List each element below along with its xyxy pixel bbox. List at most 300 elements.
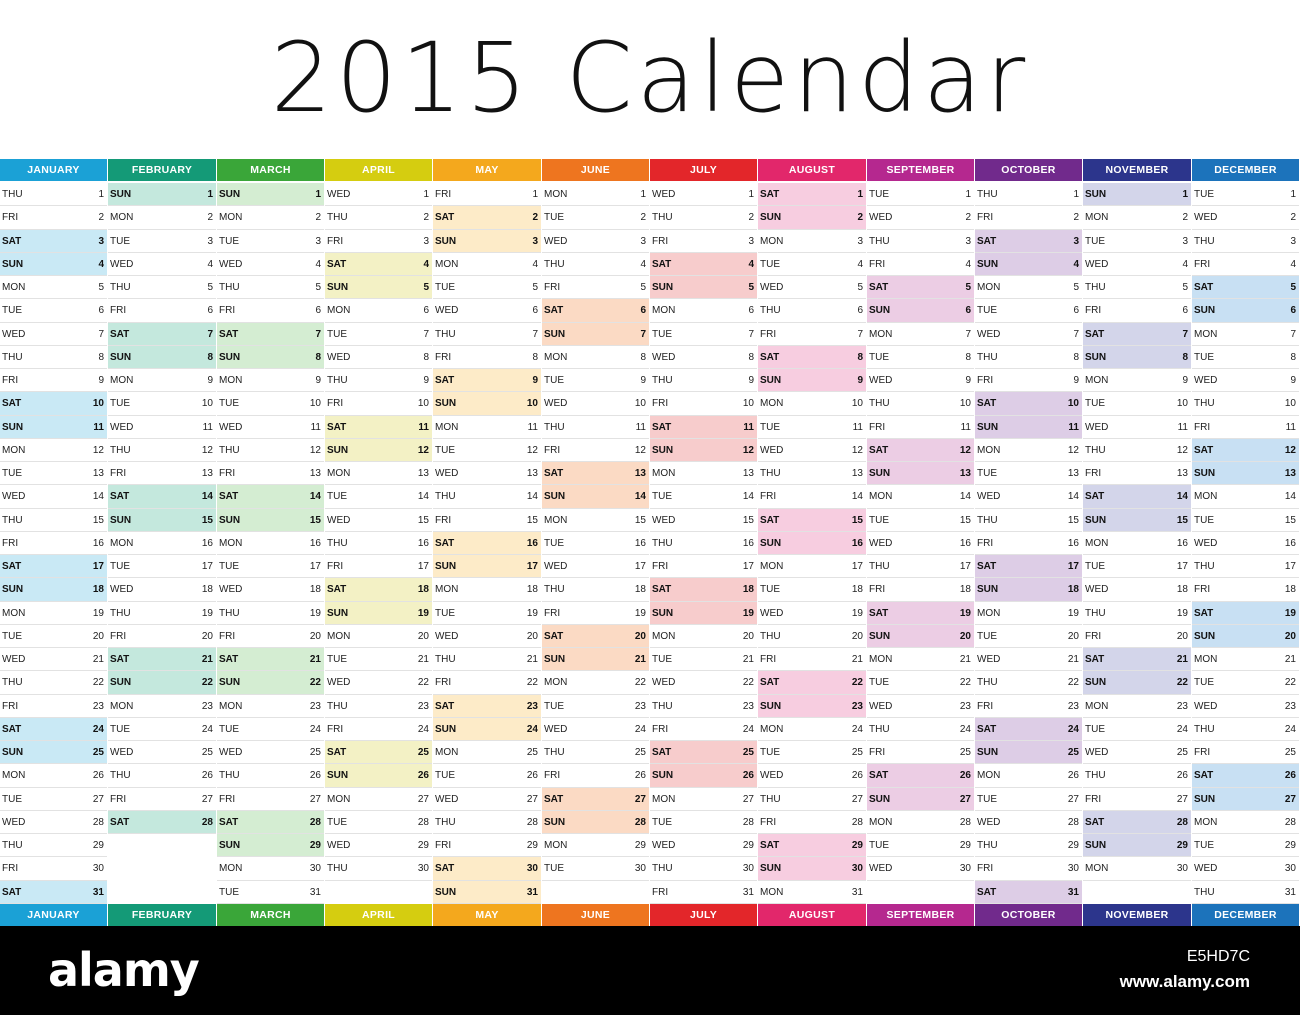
day-number: 6: [965, 305, 971, 317]
weekday-label: THU: [760, 793, 781, 805]
day-number: 6: [857, 305, 863, 317]
day-cell: [975, 253, 1082, 276]
day-number: 1: [965, 189, 971, 200]
day-number: 23: [92, 700, 104, 712]
weekday-label: FRI: [327, 398, 344, 410]
day-cell: [108, 485, 216, 508]
day-number: 17: [309, 561, 321, 572]
day-number: 25: [959, 747, 971, 758]
day-cell: [217, 788, 324, 811]
weekday-label: SUN: [869, 305, 891, 317]
day-number: 24: [742, 723, 754, 735]
day-cell: [325, 439, 432, 462]
day-cell: [650, 323, 757, 346]
day-cell: [758, 230, 866, 253]
day-cell: [217, 625, 324, 648]
day-cell: [867, 555, 974, 578]
day-cell: [108, 369, 216, 392]
day-cell: [758, 834, 866, 857]
day-number: 24: [634, 723, 646, 735]
day-cell: [1192, 416, 1299, 439]
day-number: 5: [640, 282, 646, 293]
day-cell: [1083, 555, 1191, 578]
day-number: 4: [1073, 258, 1079, 270]
day-number: 21: [417, 654, 429, 665]
weekday-label: SUN: [977, 421, 999, 433]
day-cell: [325, 276, 432, 299]
day-cell: [650, 346, 757, 369]
weekday-label: MON: [435, 421, 459, 433]
weekday-label: THU: [977, 677, 998, 689]
day-cell: [542, 578, 649, 601]
weekday-label: FRI: [760, 491, 777, 503]
day-cell: [975, 299, 1082, 322]
calendar-grid: [0, 159, 1300, 926]
weekday-label: THU: [652, 375, 673, 386]
day-number: 28: [851, 816, 863, 828]
weekday-label: THU: [652, 537, 673, 549]
weekday-label: SAT: [219, 816, 239, 828]
weekday-label: WED: [652, 514, 676, 526]
weekday-label: FRI: [435, 677, 452, 689]
day-cell: [325, 485, 432, 508]
day-cell: [542, 346, 649, 369]
day-cell: [867, 369, 974, 392]
month-header-august-top: AUGUST: [758, 159, 866, 181]
weekday-label: MON: [1194, 328, 1218, 340]
day-cell: [108, 578, 216, 601]
weekday-label: MON: [1085, 212, 1109, 224]
weekday-label: TUE: [435, 770, 455, 782]
weekday-label: SUN: [652, 282, 674, 293]
day-number: 10: [1067, 398, 1079, 410]
day-number: 1: [98, 189, 104, 200]
month-header-may-bottom: MAY: [433, 904, 541, 926]
weekday-label: WED: [219, 258, 243, 270]
day-cell: [1192, 439, 1299, 462]
weekday-label: SUN: [110, 351, 132, 363]
day-cell: [975, 230, 1082, 253]
day-number: 13: [742, 468, 754, 479]
day-number: 20: [1176, 630, 1188, 642]
weekday-label: SAT: [1194, 607, 1214, 619]
day-number: 24: [851, 723, 863, 735]
day-number: 22: [742, 677, 754, 689]
day-number: 5: [857, 282, 863, 293]
day-number: 1: [423, 189, 429, 200]
day-cell: [1083, 671, 1191, 694]
day-number: 4: [315, 258, 321, 270]
day-cell: [975, 532, 1082, 555]
day-number: 22: [851, 677, 863, 689]
weekday-label: THU: [1085, 607, 1106, 619]
day-cell: [542, 811, 649, 834]
weekday-label: THU: [869, 398, 890, 410]
weekday-label: SAT: [544, 793, 564, 805]
day-number: 27: [959, 793, 971, 805]
day-number: 16: [959, 537, 971, 549]
day-number: 17: [1284, 561, 1296, 572]
day-cell: [1083, 602, 1191, 625]
day-number: 21: [526, 654, 538, 665]
day-number: 16: [417, 537, 429, 549]
day-number: 22: [1284, 677, 1296, 689]
day-cell: [325, 532, 432, 555]
day-number: 2: [1073, 212, 1079, 224]
day-number: 12: [634, 444, 646, 456]
weekday-label: WED: [869, 375, 893, 386]
weekday-label: SUN: [2, 258, 24, 270]
day-number: 10: [417, 398, 429, 410]
weekday-label: THU: [327, 700, 348, 712]
day-cell: [433, 299, 541, 322]
day-cell: [867, 509, 974, 532]
weekday-label: WED: [435, 630, 459, 642]
day-cell: [0, 276, 107, 299]
day-number: 13: [1176, 468, 1188, 479]
day-number: 4: [640, 258, 646, 270]
weekday-label: FRI: [869, 747, 886, 758]
day-number: 20: [201, 630, 213, 642]
day-number: 27: [526, 793, 538, 805]
day-number: 18: [742, 584, 754, 596]
day-cell: [0, 811, 107, 834]
day-number: 21: [634, 654, 646, 665]
month-header-may-top: MAY: [433, 159, 541, 181]
weekday-label: SAT: [1194, 770, 1214, 782]
month-header-september-bottom: SEPTEMBER: [867, 904, 974, 926]
weekday-label: THU: [219, 444, 240, 456]
day-cell: [650, 532, 757, 555]
month-header-october-top: OCTOBER: [975, 159, 1082, 181]
weekday-label: THU: [652, 212, 673, 224]
weekday-label: FRI: [977, 212, 994, 224]
day-number: 7: [1290, 328, 1296, 340]
weekday-label: THU: [435, 491, 456, 503]
weekday-label: TUE: [219, 235, 239, 247]
weekday-label: WED: [327, 514, 351, 526]
day-cell: [217, 485, 324, 508]
day-cell: [0, 439, 107, 462]
day-number: 14: [526, 491, 538, 503]
day-number: 14: [1284, 491, 1296, 503]
day-number: 8: [207, 351, 213, 363]
day-cell: [325, 369, 432, 392]
weekday-label: FRI: [652, 561, 669, 572]
weekday-label: FRI: [977, 863, 994, 875]
weekday-label: THU: [110, 282, 131, 293]
weekday-label: THU: [327, 212, 348, 224]
day-number: 31: [526, 886, 538, 898]
weekday-label: TUE: [1085, 723, 1105, 735]
day-number: 28: [417, 816, 429, 828]
day-number: 20: [309, 630, 321, 642]
weekday-label: MON: [435, 258, 459, 270]
weekday-label: MON: [219, 537, 243, 549]
weekday-label: TUE: [760, 747, 780, 758]
day-cell: [433, 253, 541, 276]
weekday-label: MON: [977, 770, 1001, 782]
day-cell: [542, 555, 649, 578]
day-number: 15: [417, 514, 429, 526]
day-number: 17: [742, 561, 754, 572]
weekday-label: SAT: [219, 328, 239, 340]
weekday-label: SUN: [977, 747, 999, 758]
day-cell: [325, 555, 432, 578]
weekday-label: SUN: [219, 840, 241, 851]
weekday-label: SAT: [977, 235, 997, 247]
day-number: 23: [1176, 700, 1188, 712]
day-cell: [325, 253, 432, 276]
day-number: 29: [1176, 840, 1188, 851]
weekday-label: TUE: [219, 723, 239, 735]
day-number: 3: [640, 235, 646, 247]
day-cell: [108, 439, 216, 462]
day-cell: [542, 392, 649, 415]
day-number: 28: [309, 816, 321, 828]
day-cell: [650, 625, 757, 648]
weekday-label: SAT: [652, 258, 672, 270]
day-number: 15: [309, 514, 321, 526]
day-number: 2: [532, 212, 538, 224]
weekday-label: THU: [2, 514, 23, 526]
weekday-label: MON: [652, 305, 676, 317]
day-number: 31: [309, 886, 321, 898]
day-number: 4: [532, 258, 538, 270]
weekday-label: SUN: [1194, 793, 1216, 805]
day-cell: [867, 462, 974, 485]
day-cell: [0, 788, 107, 811]
weekday-label: TUE: [652, 654, 672, 665]
day-number: 25: [1176, 747, 1188, 758]
weekday-label: FRI: [544, 282, 561, 293]
month-header-september-top: SEPTEMBER: [867, 159, 974, 181]
weekday-label: MON: [2, 282, 26, 293]
day-cell: [650, 741, 757, 764]
weekday-label: SAT: [760, 677, 780, 689]
day-number: 14: [1176, 491, 1188, 503]
weekday-label: SAT: [977, 723, 997, 735]
day-cell: [1083, 276, 1191, 299]
day-number: 7: [423, 328, 429, 340]
day-number: 10: [959, 398, 971, 410]
day-cell: [758, 183, 866, 206]
day-number: 8: [423, 351, 429, 363]
day-number: 14: [417, 491, 429, 503]
day-cell: [1192, 392, 1299, 415]
day-number: 28: [634, 816, 646, 828]
day-number: 23: [309, 700, 321, 712]
day-cell: [758, 509, 866, 532]
day-cell: [1083, 834, 1191, 857]
day-cell: [758, 671, 866, 694]
day-number: 22: [92, 677, 104, 689]
weekday-label: SAT: [977, 886, 997, 898]
day-cell: [542, 323, 649, 346]
day-number: 24: [309, 723, 321, 735]
day-number: 3: [748, 235, 754, 247]
day-number: 17: [417, 561, 429, 572]
weekday-label: SAT: [1085, 816, 1105, 828]
day-number: 26: [417, 770, 429, 782]
weekday-label: TUE: [544, 212, 564, 224]
day-cell: [108, 392, 216, 415]
day-cell: [1192, 555, 1299, 578]
day-cell: [433, 718, 541, 741]
day-cell: [975, 625, 1082, 648]
weekday-label: WED: [435, 305, 459, 317]
day-cell: [975, 439, 1082, 462]
day-number: 1: [640, 189, 646, 200]
day-cell: [1083, 485, 1191, 508]
day-number: 19: [634, 607, 646, 619]
weekday-label: SAT: [1085, 654, 1105, 665]
weekday-label: FRI: [2, 863, 19, 875]
weekday-label: THU: [869, 561, 890, 572]
weekday-label: FRI: [977, 537, 994, 549]
day-number: 5: [1182, 282, 1188, 293]
day-number: 11: [527, 421, 538, 433]
weekday-label: WED: [2, 654, 26, 665]
day-number: 25: [634, 747, 646, 758]
weekday-label: SAT: [327, 747, 347, 758]
day-cell: [1192, 857, 1299, 880]
weekday-label: MON: [544, 351, 568, 363]
day-number: 22: [201, 677, 213, 689]
weekday-label: MON: [327, 630, 351, 642]
weekday-label: SAT: [1085, 328, 1105, 340]
day-number: 8: [315, 351, 321, 363]
day-number: 12: [417, 444, 429, 456]
day-cell: [0, 183, 107, 206]
day-number: 25: [526, 747, 538, 758]
weekday-label: MON: [760, 886, 784, 898]
day-number: 23: [742, 700, 754, 712]
weekday-label: FRI: [544, 607, 561, 619]
day-number: 25: [851, 747, 863, 758]
day-cell: [0, 369, 107, 392]
day-cell: [542, 741, 649, 764]
day-cell: [1083, 625, 1191, 648]
day-cell: [650, 369, 757, 392]
weekday-label: SUN: [327, 444, 349, 456]
day-number: 30: [526, 863, 538, 875]
weekday-label: TUE: [327, 816, 347, 828]
month-header-february-bottom: FEBRUARY: [108, 904, 216, 926]
weekday-label: THU: [1085, 282, 1106, 293]
weekday-label: MON: [652, 630, 676, 642]
weekday-label: MON: [435, 747, 459, 758]
day-cell: [325, 834, 432, 857]
weekday-label: WED: [219, 584, 243, 596]
day-cell: [1083, 509, 1191, 532]
day-cell: [975, 764, 1082, 787]
weekday-label: SUN: [544, 654, 566, 665]
day-number: 1: [207, 189, 213, 200]
day-cell: [1083, 299, 1191, 322]
day-number: 26: [1176, 770, 1188, 782]
weekday-label: TUE: [977, 630, 997, 642]
day-number: 12: [201, 444, 213, 456]
day-number: 30: [1067, 863, 1079, 875]
day-cell: [325, 811, 432, 834]
day-number: 9: [1290, 375, 1296, 386]
day-number: 13: [526, 468, 538, 479]
weekday-label: SUN: [1194, 468, 1216, 479]
day-cell: [542, 230, 649, 253]
weekday-label: THU: [1194, 235, 1215, 247]
day-number: 4: [207, 258, 213, 270]
day-number: 1: [532, 189, 538, 200]
day-cell: [325, 230, 432, 253]
weekday-label: SAT: [652, 747, 672, 758]
weekday-label: THU: [1194, 561, 1215, 572]
day-number: 22: [417, 677, 429, 689]
day-number: 17: [959, 561, 971, 572]
day-number: 27: [417, 793, 429, 805]
day-cell: [867, 183, 974, 206]
day-cell: [325, 764, 432, 787]
day-number: 10: [742, 398, 754, 410]
weekday-label: WED: [760, 607, 784, 619]
day-number: 22: [959, 677, 971, 689]
weekday-label: WED: [327, 840, 351, 851]
day-cell: [758, 648, 866, 671]
weekday-label: WED: [652, 189, 676, 200]
weekday-label: SAT: [977, 398, 997, 410]
day-number: 14: [309, 491, 321, 503]
weekday-label: SAT: [2, 235, 22, 247]
weekday-label: THU: [977, 840, 998, 851]
weekday-label: THU: [760, 305, 781, 317]
day-cell: [217, 602, 324, 625]
day-number: 29: [417, 840, 429, 851]
day-number: 24: [1176, 723, 1188, 735]
day-cell: [217, 230, 324, 253]
weekday-label: WED: [544, 561, 568, 572]
day-number: 30: [742, 863, 754, 875]
day-number: 20: [1067, 630, 1079, 642]
day-number: 21: [851, 654, 863, 665]
weekday-label: TUE: [327, 328, 347, 340]
weekday-label: MON: [869, 816, 893, 828]
weekday-label: FRI: [2, 375, 19, 386]
weekday-label: FRI: [1085, 793, 1102, 805]
day-number: 19: [417, 607, 429, 619]
day-number: 26: [1067, 770, 1079, 782]
weekday-label: TUE: [544, 537, 564, 549]
day-cell: [1083, 346, 1191, 369]
month-header-november-bottom: NOVEMBER: [1083, 904, 1191, 926]
weekday-label: SUN: [869, 793, 891, 805]
day-cell: [217, 555, 324, 578]
day-cell: [650, 485, 757, 508]
weekday-label: WED: [110, 584, 134, 596]
day-number: 1: [1290, 189, 1296, 200]
weekday-label: TUE: [869, 189, 889, 200]
day-number: 27: [634, 793, 646, 805]
day-cell: [650, 276, 757, 299]
month-header-march-bottom: MARCH: [217, 904, 324, 926]
day-number: 27: [742, 793, 754, 805]
day-cell: [1083, 253, 1191, 276]
day-number: 26: [309, 770, 321, 782]
day-cell: [1083, 416, 1191, 439]
day-cell: [650, 811, 757, 834]
day-number: 19: [92, 607, 104, 619]
weekday-label: WED: [544, 723, 568, 735]
day-cell: [217, 369, 324, 392]
